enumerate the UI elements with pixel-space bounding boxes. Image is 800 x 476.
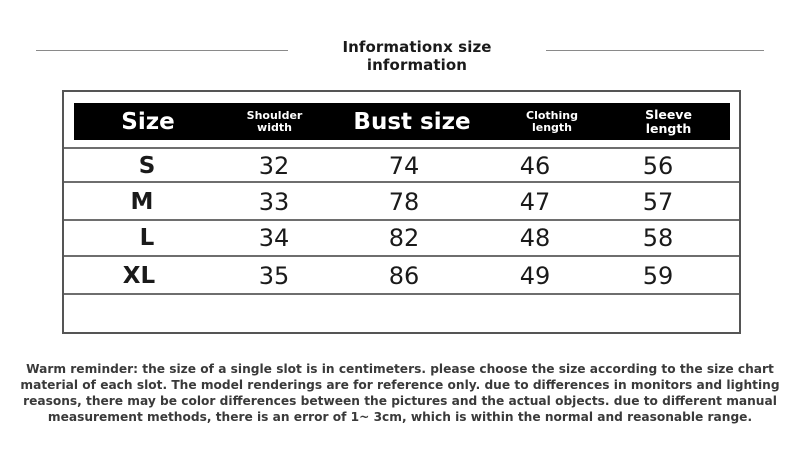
shoulder-width-cell: 32 [258,152,290,180]
bust-size-cell: 82 [388,224,420,252]
title-divider-right [546,50,764,51]
header-size: Size [121,108,175,135]
table-row [64,185,739,221]
size-cell: XL [122,263,156,289]
warm-reminder-note: Warm reminder: the size of a single slot is in centimeters. please choose the size according to the size chart material of each slot. The model renderings are for reference only. due to differences in monitors and lighting reasons, there may be color differences between the pictures and the actual objects. due to different manual measurement methods, there is an error of 1~ 3cm, which is within the normal and reasonable range. [20,362,780,424]
sleeve-length-cell: 59 [642,262,674,290]
shoulder-width-cell: 33 [258,188,290,216]
header-shoulder-width: Shoulder width [246,108,303,134]
bust-size-cell: 74 [388,152,420,180]
sleeve-length-cell: 57 [642,188,674,216]
table-row [64,147,739,183]
clothing-length-cell: 46 [519,152,551,180]
size-cell: S [138,153,156,179]
table-header [74,103,730,140]
bust-size-cell: 78 [388,188,420,216]
header-clothing-length: Clothing length [526,108,578,134]
shoulder-width-cell: 34 [258,224,290,252]
title-divider-left [36,50,288,51]
clothing-length-cell: 47 [519,188,551,216]
sleeve-length-cell: 56 [642,152,674,180]
size-cell: L [139,225,155,251]
table-row [64,259,739,295]
header-sleeve-length: Sleeve length [645,106,692,136]
header-bust-size: Bust size [353,108,471,135]
clothing-length-cell: 48 [519,224,551,252]
sleeve-length-cell: 58 [642,224,674,252]
title-row [0,38,800,74]
clothing-length-cell: 49 [519,262,551,290]
size-cell: M [130,189,154,215]
size-table [62,90,741,334]
shoulder-width-cell: 35 [258,262,290,290]
page-title: Informationx size information [342,38,492,74]
table-row [64,221,739,257]
bust-size-cell: 86 [388,262,420,290]
